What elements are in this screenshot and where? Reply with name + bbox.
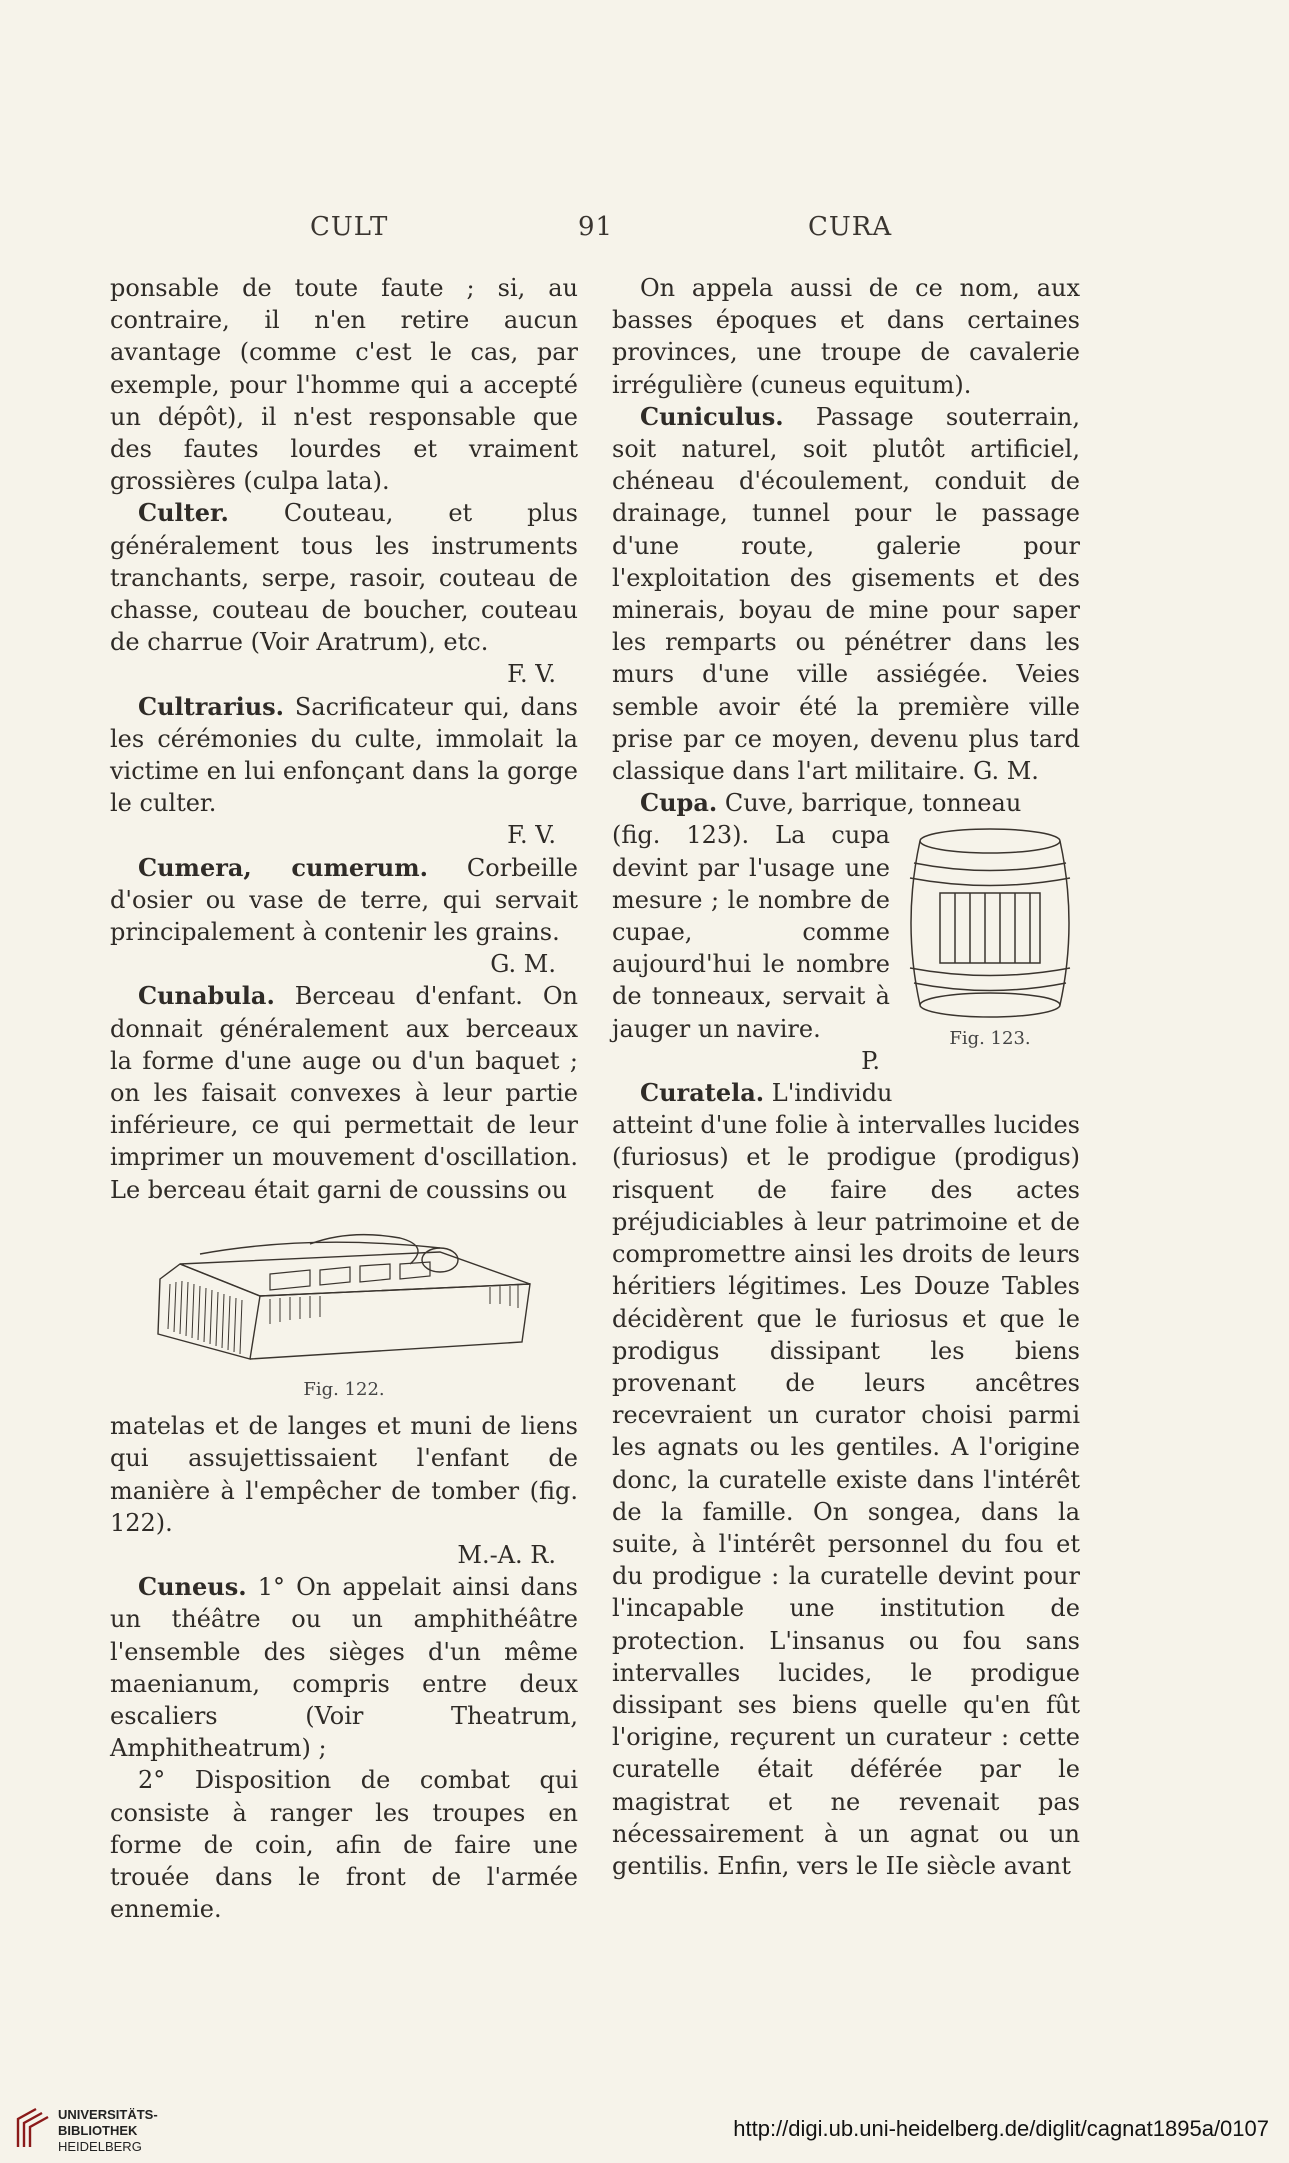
- entry-cuneus-2: 2° Disposition de combat qui consiste à ranger les troupes en forme de coin, afin de faire une trouée dans le front de l'armée ennemie.: [110, 1766, 578, 1924]
- source-url-link[interactable]: http://digi.ub.uni-heidelberg.de/diglit/cagnat1895a/0107: [733, 2116, 1269, 2141]
- entry-curatela-line1: L'individu: [764, 1079, 893, 1108]
- entry-cuneus-text: 1° On appelait ainsi dans un théâtre ou un amphithéâtre l'ensemble des sièges d'un même maenianum, compris entre deux escaliers (Voir Theatrum, Amphitheatrum) ;: [110, 1573, 578, 1763]
- logo-line-2: BIBLIOTHEK: [58, 2123, 138, 2138]
- logo-line-3: HEIDELBERG: [58, 2139, 142, 2154]
- entry-cupa-line1: Cuve, barrique, tonneau: [717, 789, 1022, 818]
- cradle-illustration: [110, 1224, 578, 1374]
- running-head-left: CULT: [310, 212, 389, 242]
- entry-cunabula-text: Berceau d'enfant. On donnait généralement aux berceaux la forme d'une auge ou d'un baquet ; on les faisait convexes à leur partie inférieure, ce qui permettait de leur imprimer un mouvement d'oscillation. Le berceau était garni de coussins ou: [110, 982, 578, 1204]
- headword-cuneus: Cuneus.: [138, 1572, 247, 1602]
- entry-cumera-text: Corbeille d'osier ou vase de terre, qui servait principalement à contenir les grains.: [110, 853, 578, 947]
- signature-cunabula: M.-A. R.: [457, 1540, 556, 1569]
- entry-cuniculus-text: Passage souterrain, soit naturel, soit plutôt artificiel, chéneau d'écoulement, conduit de drainage, tunnel pour le passage d'une route, galerie pour l'exploitation des gisements et des minerais, boyau de mine pour saper les remparts ou pénétrer dans les murs d'une ville assiégée. Veies semble avoir été la première ville prise par ce moyen, devenu plus tard classique dans l'art militaire.: [612, 402, 1080, 786]
- signature-culter: F. V.: [507, 660, 556, 689]
- headword-cuniculus: Cuniculus.: [640, 401, 784, 431]
- headword-cupa: Cupa.: [640, 788, 718, 818]
- figure-122-caption: Fig. 122.: [303, 1378, 385, 1400]
- figure-123-caption: Fig. 123.: [949, 1028, 1031, 1050]
- entry-curatela-line: [612, 1077, 1080, 1109]
- paragraph-culpa: ponsable de toute faute ; si, au contraire, il n'en retire aucun avantage (comme c'est le cas, par exemple, pour l'homme qui a accepté un dépôt), il n'est responsable que des fautes lourdes et vraiment grossières (culpa lata).: [110, 274, 578, 496]
- paragraph-cuneus-equitum: On appela aussi de ce nom, aux basses époques et dans certaines provinces, une troupe de cavalerie irrégulière (cuneus equitum).: [612, 274, 1080, 399]
- headword-curatela: Curatela.: [640, 1078, 765, 1108]
- entry-culter-text: Couteau, et plus généralement tous les instruments tranchants, serpe, rasoir, couteau de chasse, couteau de boucher, couteau de charrue (Voir Aratrum), etc.: [110, 499, 578, 657]
- entry-cupa-line: [612, 787, 1080, 819]
- logo-line-1: UNIVERSITÄTS-: [58, 2107, 158, 2122]
- signature-cuniculus: G. M.: [973, 757, 1039, 786]
- entry-cumera: [110, 852, 578, 949]
- entry-cunabula-continued: matelas et de langes et muni de liens qui assujettissaient l'enfant de manière à l'empêcher de tomber (fig. 122).: [110, 1412, 578, 1537]
- entry-cultrarius-text: Sacrificateur qui, dans les cérémonies du culte, immolait la victime en lui enfonçant dans la gorge le culter.: [110, 692, 578, 818]
- library-logo-icon: [14, 2107, 54, 2151]
- figure-122: [110, 1224, 578, 1406]
- right-column: [612, 272, 1080, 1882]
- signature-cumera: G. M.: [490, 950, 556, 979]
- headword-cumera: Cumera, cumerum.: [138, 852, 428, 882]
- headword-cunabula: Cunabula.: [138, 981, 275, 1011]
- entry-cunabula: [110, 980, 578, 1205]
- figure-123: [900, 823, 1080, 1055]
- signature-cultrarius: F. V.: [507, 821, 556, 850]
- headword-culter: Culter.: [138, 498, 229, 528]
- entry-culter: [110, 497, 578, 658]
- entry-cuniculus: [612, 401, 1080, 787]
- headword-cultrarius: Cultrarius.: [138, 691, 285, 721]
- entry-cupa-text: (fig. 123). La cupa devint par l'usage une mesure ; le nombre de cupae, comme aujourd'hui le nombre de tonneaux, servait à jauger un navire.: [612, 821, 890, 1043]
- entry-cultrarius: [110, 691, 578, 820]
- page-number: 91: [578, 212, 614, 242]
- running-head-right: CURA: [808, 212, 893, 242]
- signature-cupa: P.: [861, 1046, 880, 1075]
- left-column: [110, 272, 578, 1925]
- entry-curatela-text: atteint d'une folie à intervalles lucides (furiosus) et le prodigue (prodigus) risquent de faire des actes préjudiciables à leur patrimoine et de compromettre ainsi les droits de leurs héritiers légitimes. Les Douze Tables décidèrent que le furiosus et que le prodigus dissipant les biens provenant de leurs ancêtres recevraient un curator choisi parmi les agnats ou les gentiles. A l'origine donc, la curatelle existe dans l'intérêt de la famille. On songea, dans la suite, à l'intérêt personnel du fou et du prodigue : la curatelle devint pour l'incapable une institution de protection. L'insanus ou fou sans intervalles lucides, le prodigue dissipant ses biens quelle qu'en fût l'origine, reçurent un curateur : cette curatelle était déférée par le magistrat et ne revenait pas nécessairement à un agnat ou un gentilis. Enfin, vers le IIe siècle avant: [612, 1111, 1080, 1880]
- barrel-illustration: [900, 823, 1080, 1023]
- entry-cuneus: [110, 1571, 578, 1764]
- library-logo: [14, 2105, 169, 2157]
